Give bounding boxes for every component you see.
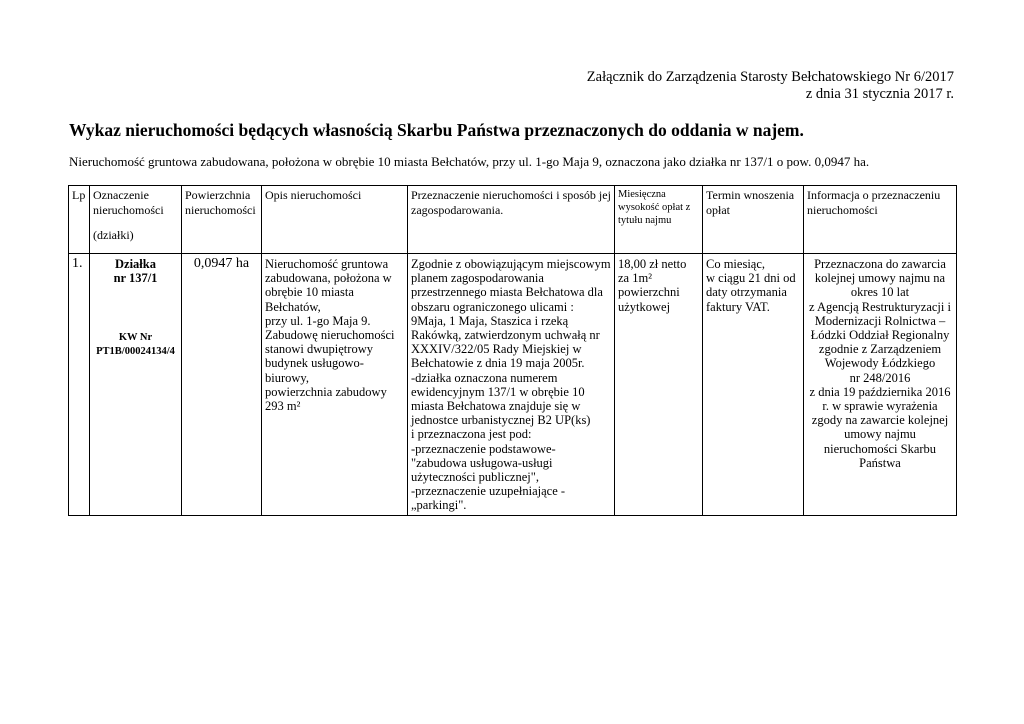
cell-purpose: [408, 254, 615, 516]
attachment-line-1: Załącznik do Zarządzenia Starosty Bełchatowskiego Nr 6/2017: [586, 69, 954, 85]
header-designation-label: Oznaczenie nieruchomości: [93, 188, 164, 217]
cell-parcel: [90, 254, 182, 516]
cell-deadline: [703, 254, 804, 516]
cell-area: 0,0947 ha: [182, 254, 262, 516]
table-row: [69, 254, 957, 516]
header-area: Powierzchnia nieruchomości: [182, 186, 262, 254]
header-designation: [90, 186, 182, 254]
header-fee: Miesięczna wysokość opłat z tytułu najmu: [615, 186, 703, 254]
purpose-text: Zgodnie z obowiązującym miejscowym planem zagospodarowania przestrzennego miasta Bełchatowa dla obszaru ograniczonego ulicami : 9Maja, 1 Maja, Staszica i rzeką Rakówką, zatwierdzonym uchwałą nr XXXIV/322/05 Rady Miejskiej w Bełchatowie z dnia 19 maja 2005r. -działka oznaczona numerem ewidencyjnym 137/1 w obrębie 10 miasta Bełchatowa znajduje się w jednostce urbanistycznej B2 UP(ks) i przeznaczona jest pod: -przeznaczenie podstawowe-"zabudowa usługowa-usługi użyteczności publicznej", -przeznaczenie uzupełniające - „parkingi".: [411, 257, 611, 513]
cell-info: [804, 254, 957, 516]
header-info: Informacja o przeznaczeniu nieruchomości: [804, 186, 957, 254]
parcel-number: Działka nr 137/1: [113, 257, 158, 286]
header-designation-sub: (działki): [93, 228, 134, 242]
header-description: Opis nieruchomości: [262, 186, 408, 254]
fee-text: 18,00 zł netto za 1m² powierzchni użytkowej: [618, 257, 687, 314]
header-purpose: Przeznaczenie nieruchomości i sposób jej zagospodarowania.: [408, 186, 615, 254]
deadline-text: Co miesiąc, w ciągu 21 dni od daty otrzymania faktury VAT.: [706, 257, 796, 314]
attachment-line-2: z dnia 31 stycznia 2017 r.: [805, 86, 954, 102]
description-text: Nieruchomość gruntowa zabudowana, położona w obrębie 10 miasta Bełchatów, przy ul. 1-go Maja 9. Zabudowę nieruchomości stanowi dwupiętrowy budynek usługowo-biurowy, powierzchnia zabudowy 293 m²: [265, 257, 395, 414]
info-text: Przeznaczona do zawarcia kolejnej umowy najmu na okres 10 lat z Agencją Restrukturyzacji i Modernizacji Rolnictwa – Łódzki Oddział Regionalny zgodnie z Zarządzeniem Wojewody Łódzkiego nr 248/2016 z dnia 19 października 2016 r. w sprawie wyrażenia zgody na zawarcie kolejnej umowy najmu nieruchomości Skarbu Państwa: [809, 257, 951, 470]
document-subtitle: Nieruchomość gruntowa zabudowana, położona w obrębie 10 miasta Bełchatów, przy ul. 1-go Maja 9, oznaczona jako działka nr 137/1 o pow. 0,0947 ha.: [69, 154, 870, 169]
cell-fee: [615, 254, 703, 516]
table-header-row: [69, 186, 957, 254]
land-register-number: KW Nr PT1B/00024134/4: [96, 332, 175, 358]
document-title: Wykaz nieruchomości będących własnością Skarbu Państwa przeznaczonych do oddania w najem.: [69, 120, 804, 140]
header-lp: Lp: [69, 186, 90, 254]
cell-lp: 1.: [69, 254, 90, 516]
property-table: [68, 185, 957, 516]
header-deadline: Termin wnoszenia opłat: [703, 186, 804, 254]
attachment-header: [587, 69, 954, 103]
cell-description: [262, 254, 408, 516]
